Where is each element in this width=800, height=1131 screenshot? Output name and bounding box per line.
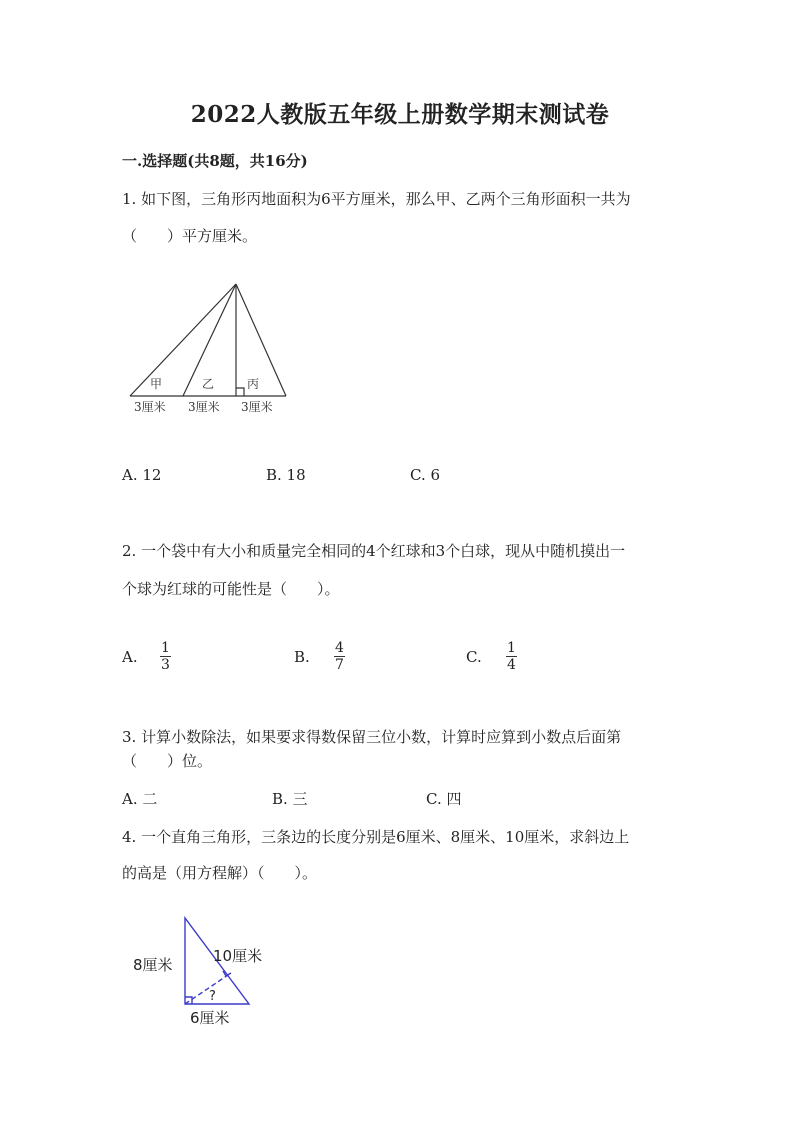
question-2-option-a-fraction[interactable] [160, 640, 171, 673]
question-2-line-1: 2. 一个袋中有大小和质量完全相同的4个红球和3个白球，现从中随机摸出一 [122, 542, 626, 560]
fraction-denominator: 3 [161, 657, 170, 673]
question-2-line-2: 个球为红球的可能性是（ ）。 [122, 580, 340, 598]
question-3-line-1: 3. 计算小数除法，如果要求得数保留三位小数，计算时应算到小数点后面第 [122, 728, 622, 746]
fraction-numerator: 1 [161, 640, 170, 656]
figure-4-label-left: 8厘米 [133, 956, 173, 974]
figure-1-base-1: 3厘米 [134, 400, 166, 414]
figure-1-side-left [130, 284, 236, 396]
question-1-option-b[interactable]: B. 18 [266, 466, 306, 484]
question-3-option-b[interactable]: B. 三 [272, 790, 308, 808]
figure-1-label-jia: 甲 [150, 377, 163, 391]
figure-4-label-bottom: 6厘米 [190, 1009, 230, 1027]
right-triangle-figure-4 [125, 910, 285, 1035]
question-3-option-c[interactable]: C. 四 [426, 790, 462, 808]
figure-4-label-unknown: ? [209, 989, 216, 1004]
figure-1-right-angle-mark [236, 388, 244, 396]
figure-1-label-bing: 丙 [247, 377, 260, 391]
page-title: 2022人教版五年级上册数学期末测试卷 [190, 101, 610, 128]
triangle-figure-1 [120, 278, 300, 418]
fraction-denominator: 4 [507, 657, 516, 673]
section-heading: 一.选择题(共8题，共16分) [122, 152, 308, 170]
question-4-line-2: 的高是（用方程解）（ ）。 [122, 864, 318, 882]
fraction-denominator: 7 [335, 657, 344, 673]
fraction-numerator: 4 [335, 640, 344, 656]
question-3-line-2: （ ）位。 [122, 752, 213, 770]
figure-1-base-3: 3厘米 [241, 400, 273, 414]
figure-1-side-right [236, 284, 286, 396]
figure-1-base-2: 3厘米 [188, 400, 220, 414]
question-2-option-b-fraction[interactable] [334, 640, 345, 673]
question-4-line-1: 4. 一个直角三角形，三条边的长度分别是6厘米、8厘米、10厘米，求斜边上 [122, 828, 630, 846]
figure-4-label-hypotenuse: 10厘米 [213, 947, 263, 965]
figure-1-label-yi: 乙 [202, 377, 215, 391]
question-2-option-c-fraction[interactable] [506, 640, 517, 673]
question-2-option-a-letter[interactable]: A. [122, 648, 138, 666]
question-1-line-2: （ ）平方厘米。 [122, 227, 258, 245]
question-1-line-1: 1. 如下图，三角形丙地面积为6平方厘米，那么甲、乙两个三角形面积一共为 [122, 190, 631, 208]
question-1-option-c[interactable]: C. 6 [410, 466, 441, 484]
question-1-option-a[interactable]: A. 12 [122, 466, 162, 484]
question-2-option-b-letter[interactable]: B. [294, 648, 310, 666]
fraction-numerator: 1 [507, 640, 516, 656]
question-3-option-a[interactable]: A. 二 [122, 790, 158, 808]
question-2-option-c-letter[interactable]: C. [466, 648, 482, 666]
